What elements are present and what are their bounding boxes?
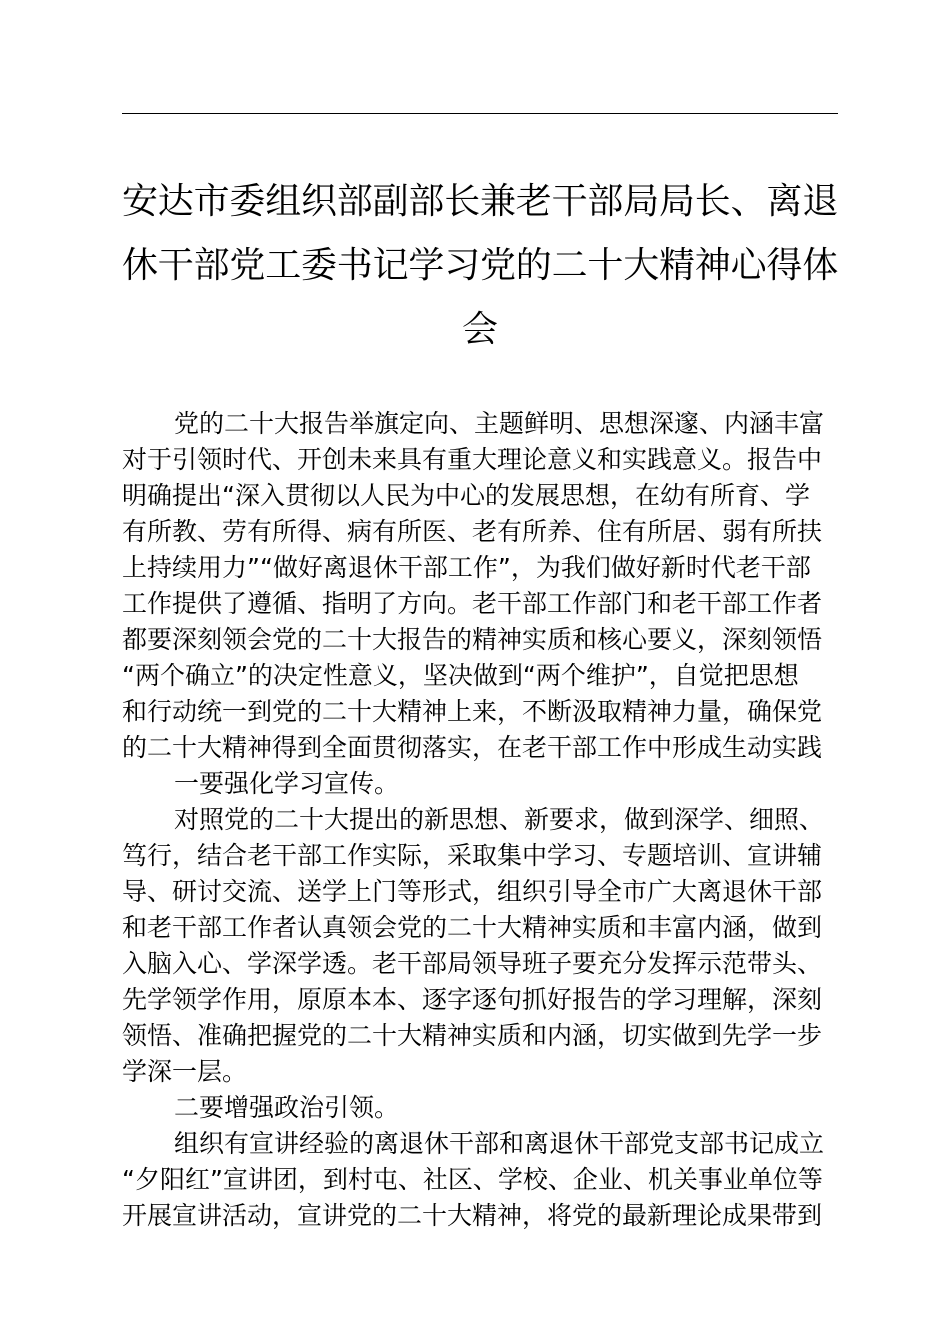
section-heading-2 — [122, 1090, 838, 1126]
text-line: 对于引领时代、开创未来具有重大理论意义和实践意义。报告中 — [122, 445, 823, 474]
title-line: 会 — [461, 309, 498, 350]
text-line: 有所教、劳有所得、病有所医、老有所养、住有所居、弱有所扶 — [122, 517, 823, 546]
text-line: 都要深刻领会党的二十大报告的精神实质和核心要义，深刻领悟 — [122, 625, 823, 654]
text-line: 明确提出“深入贯彻以人民为中心的发展思想，在幼有所育、学 — [122, 481, 810, 510]
title-line: 休干部党工委书记学习党的二十大精神心得体 — [122, 245, 839, 286]
text-line: 先学领学作用，原原本本、逐字逐句抓好报告的学习理解，深刻 — [122, 985, 823, 1014]
text-line: 上持续用力”“做好离退休干部工作”，为我们做好新时代老干部 — [122, 553, 811, 582]
paragraph-section-1 — [122, 802, 838, 1090]
text-line: 组织有宣讲经验的离退休干部和离退休干部党支部书记成立 — [174, 1129, 825, 1158]
text-line: 学深一层。 — [122, 1057, 248, 1086]
heading-line: 一要强化学习宣传。 — [174, 769, 400, 798]
text-line: 工作提供了遵循、指明了方向。老干部工作部门和老干部工作者 — [122, 589, 823, 618]
text-line: 开展宣讲活动，宣讲党的二十大精神，将党的最新理论成果带到 — [122, 1201, 823, 1230]
text-line: 对照党的二十大提出的新思想、新要求，做到深学、细照、 — [174, 805, 825, 834]
text-line: 党的二十大报告举旗定向、主题鲜明、思想深邃、内涵丰富 — [174, 409, 825, 438]
paragraph-intro — [122, 406, 838, 766]
header-rule — [122, 113, 838, 114]
text-line: 和老干部工作者认真领会党的二十大精神实质和丰富内涵，做到 — [122, 913, 823, 942]
section-heading-1 — [122, 766, 838, 802]
text-line: “两个确立”的决定性意义，坚决做到“两个维护”，自觉把思想 — [122, 661, 799, 690]
text-line: 笃行，结合老干部工作实际，采取集中学习、专题培训、宣讲辅 — [122, 841, 823, 870]
text-line: 的二十大精神得到全面贯彻落实，在老干部工作中形成生动实践 — [122, 733, 823, 762]
text-line: 入脑入心、学深学透。老干部局领导班子要充分发挥示范带头、 — [122, 949, 823, 978]
document-body — [122, 406, 838, 1234]
title-line: 安达市委组织部副部长兼老干部局局长、离退 — [122, 181, 839, 222]
text-line: 领悟、准确把握党的二十大精神实质和内涵，切实做到先学一步 — [122, 1021, 823, 1050]
paragraph-section-2 — [122, 1126, 838, 1234]
document-title — [122, 170, 838, 362]
text-line: 和行动统一到党的二十大精神上来，不断汲取精神力量，确保党 — [122, 697, 823, 726]
text-line: 导、研讨交流、送学上门等形式，组织引导全市广大离退休干部 — [122, 877, 823, 906]
text-line: “夕阳红”宣讲团，到村屯、社区、学校、企业、机关事业单位等 — [122, 1165, 823, 1194]
heading-line: 二要增强政治引领。 — [174, 1093, 400, 1122]
